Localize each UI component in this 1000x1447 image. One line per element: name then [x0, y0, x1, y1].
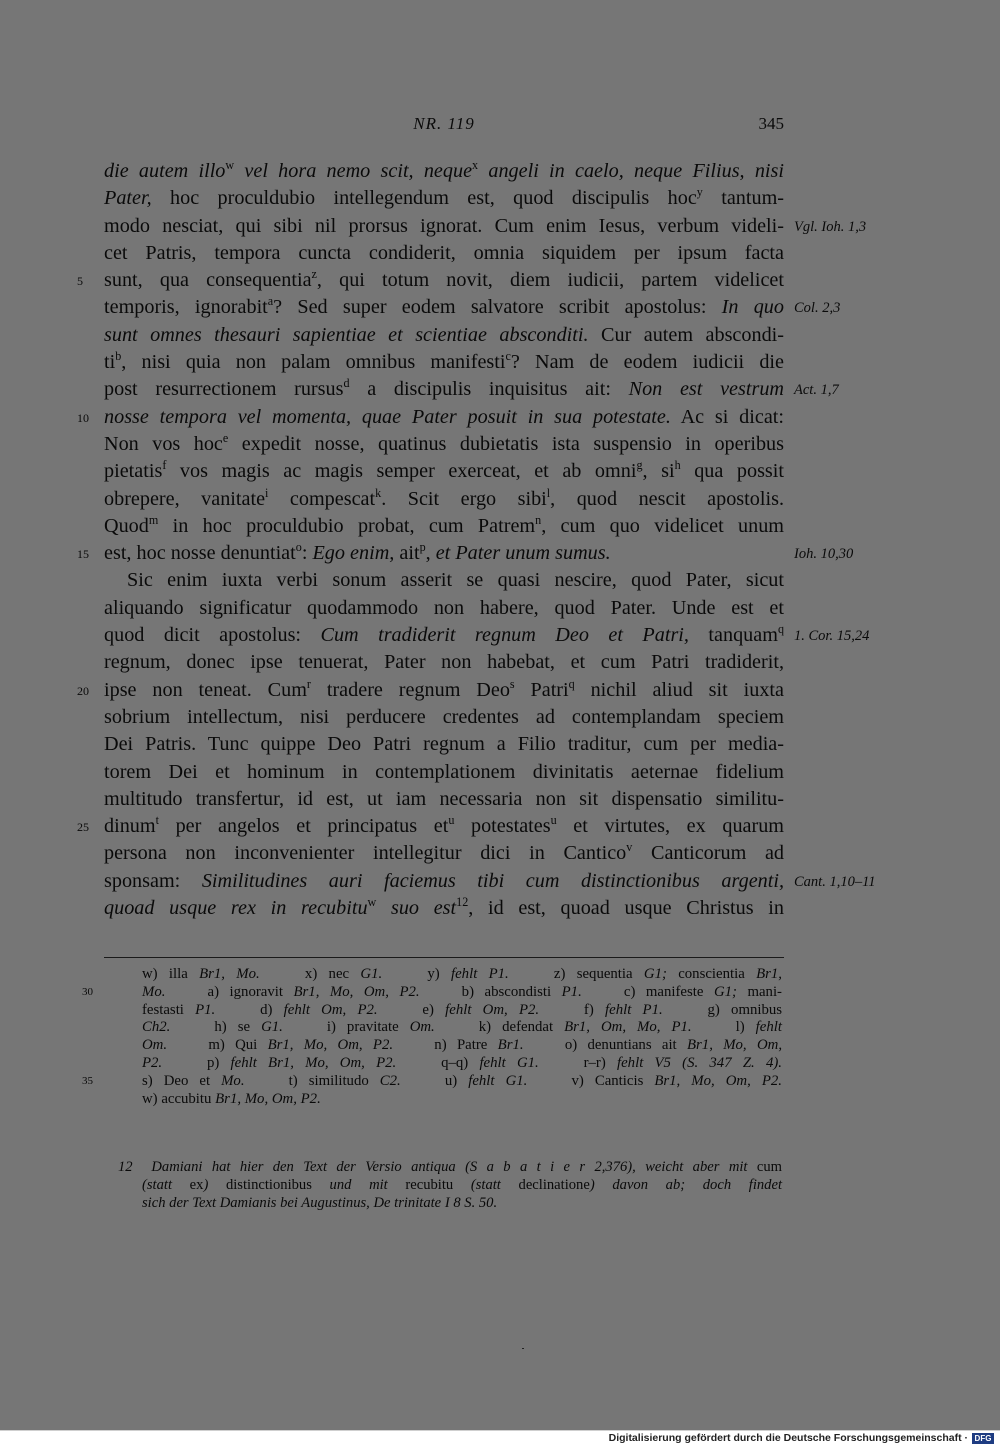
text-line — [104, 786, 784, 813]
apparatus-line: s) Deo et Mo. t) similitudo C2. u) fehlt G1. v) Canticis Br1, Mo, Om, P2. 35 — [82, 1072, 782, 1089]
text-line — [104, 895, 784, 922]
text-line-content: die autem illo$^w$ vel hora nemo scit, neque$^x$ angeli in caelo, neque Filius, nisi — [104, 158, 785, 182]
text-line-content: quoad usque rex in recubitu$^w$ suo est$^{12}$, id est, quoad usque Christus in — [104, 895, 784, 920]
text-line — [77, 404, 785, 431]
text-line-content: persona non inconvenienter intellegitur dici in Cantico$^v$ Canticorum ad — [104, 840, 784, 865]
apparatus-line: w) accubitu Br1, Mo, Om, P2. — [142, 1090, 321, 1107]
text-line-content: nosse tempora vel momenta, quae Pater posuit in sua potestate. Ac si dicat: — [104, 405, 785, 428]
margin-reference: Cant. 1,10–11 — [794, 873, 876, 890]
text-line — [104, 649, 784, 676]
text-line-content: torem Dei et hominum in contemplationem divinitatis aeternae fidelium — [104, 760, 784, 783]
text-line — [104, 704, 784, 731]
text-line — [104, 840, 784, 867]
margin-reference: Vgl. Ioh. 1,3 — [794, 218, 867, 235]
apparatus-line: w) illa Br1, Mo. x) nec G1. y) fehlt P1. z) sequentia G1; conscientia Br1, — [142, 966, 782, 982]
text-line-content: pietatis$^f$ vos magis ac magis semper exerceat, et ab omni$^g$, $si^h$ qua possit — [104, 458, 785, 483]
text-line — [104, 431, 784, 458]
commentary-line: 12 Damiani hat hier den Text der Versio antiqua (S a b a t i e r 2,376), weicht aber mit cum — [118, 1159, 782, 1175]
line-number: 5 — [77, 274, 83, 289]
line-number: 30 — [82, 985, 93, 998]
commentary-notes — [118, 1158, 782, 1212]
apparatus-line: Mo. a) ignoravit Br1, Mo, Om, P2. b) abscondisti P1. c) manifeste G1; mani- 30 — [82, 983, 782, 1000]
text-line-content: modo nesciat, qui sibi nil prorsus ignorat. Cum enim Iesus, verbum videli- — [104, 214, 784, 237]
apparatus-line: P2. p) fehlt Br1, Mo, Om, P2. q–q) fehlt G1. r–r) fehlt V5 (S. 347 Z. 4). — [142, 1054, 782, 1071]
text-line — [104, 513, 784, 540]
margin-reference: 1. Cor. 15,24 — [794, 628, 870, 645]
text-line-content: sunt omnes thesauri sapientiae et scientiae absconditi. Cur autem abscondi- — [104, 323, 784, 346]
text-line-content: ipse non teneat. Cum$^r$ tradere regnum Deo$^s$ Patri$^q$ nichil aliud sit iuxta — [104, 676, 784, 701]
page-number: 345 — [758, 114, 784, 133]
text-line-content: sunt, qua consequentia$^z$, qui totum novit, diem iudicii, partem videlicet — [104, 267, 784, 292]
footnote-rule — [104, 957, 784, 958]
text-line-content: quod dicit apostolus: Cum tradiderit regnum Deo et Patri, tanquam$^q$ — [104, 622, 784, 647]
text-line-content: dinum$^t$ per angelos et principatus $et^u$ potestates$^u$ et virtutes, ex quarum — [104, 813, 785, 838]
text-line-content: obrepere, vanitate$^i$ compescat$^k$. Scit ergo sibi$^l$, quod nescit apostolis. — [104, 485, 784, 510]
text-line — [104, 567, 784, 594]
text-line — [104, 622, 870, 649]
page-mark — [522, 1348, 524, 1349]
text-line — [104, 759, 784, 786]
text-line — [104, 294, 841, 321]
text-line-content: Pater, hoc proculdubio intellegendum est, quod discipulis hoc$^y$ tantum- — [104, 185, 784, 210]
margin-reference: Ioh. 10,30 — [794, 546, 854, 563]
main-text — [77, 158, 876, 922]
text-line-content: regnum, donec ipse tenuerat, Pater non habebat, et cum Patri tradiderit, — [104, 651, 784, 674]
apparatus-line: festasti P1. d) fehlt Om, P2. e) fehlt Om, P2. f) fehlt P1. g) omnibus — [142, 1001, 783, 1018]
text-line — [104, 868, 876, 895]
apparatus-line: Ch2. h) se G1. i) pravitate Om. k) defendat Br1, Om, Mo, P1. l) fehlt — [142, 1019, 782, 1036]
footer-bar — [0, 1430, 1000, 1447]
dfg-logo: DFG — [972, 1433, 994, 1444]
running-title: NR. 119 — [413, 114, 475, 133]
text-line — [77, 676, 784, 704]
text-line-content: Dei Patris. Tunc quippe Deo Patri regnum a Filio traditur, cum per media- — [104, 733, 784, 756]
footer-credit: Digitalisierung gefördert durch die Deutsche Forschungsgemeinschaft · — [608, 1432, 968, 1444]
page-header — [104, 114, 784, 138]
text-line — [104, 458, 784, 485]
line-number: 10 — [77, 410, 89, 425]
text-line — [77, 540, 854, 567]
text-line-content: cet Patris, tempora cuncta condiderit, omnia siquidem per ipsum facta — [104, 241, 784, 264]
text-line-content: aliquando significatur quodammodo non habere, quod Pater. Unde est et — [104, 596, 784, 619]
line-number: 35 — [82, 1074, 93, 1087]
text-line-content: multitudo transfertur, id est, ut iam necessaria non sit dispensatio similitu- — [104, 787, 784, 810]
text-line — [104, 349, 784, 376]
apparatus-line: Om. m) Qui Br1, Mo, Om, P2. n) Patre Br1. o) denuntians ait Br1, Mo, Om, — [142, 1037, 783, 1054]
margin-reference: Col. 2,3 — [794, 300, 841, 317]
text-line-content: Sic enim iuxta verbi sonum asserit se quasi nescire, quod Pater, sicut — [127, 569, 784, 592]
text-line — [104, 185, 784, 212]
text-line — [104, 322, 784, 349]
text-line-content: $ti^b$, nisi quia non palam omnibus manifesti$^c$? Nam de eodem iudicii die — [104, 349, 784, 374]
text-line-content: sponsam: Similitudines auri faciemus tibi cum distinctionibus argenti, — [104, 869, 785, 892]
line-number: 25 — [77, 820, 89, 835]
line-number: 20 — [77, 683, 89, 698]
text-line-content: post resurrectionem rursus$^d$ a discipulis inquisitus ait: Non est vestrum — [104, 376, 784, 401]
text-line-content: est, hoc nosse denuntiat$^o$: Ego enim, ait$^p$, et Pater unum sumus. — [104, 540, 611, 565]
text-line — [104, 213, 867, 240]
margin-reference: Act. 1,7 — [794, 382, 839, 399]
text-line-content: temporis, ignorabit$^a$? Sed super eodem salvatore scribit apostolus: In quo — [104, 294, 784, 319]
text-line-content: sobrium intellectum, nisi perducere credentes ad contemplandam speciem — [104, 705, 784, 728]
text-line — [104, 731, 784, 758]
text-line-content: Non vos hoc$^e$ expedit nosse, quatinus dubietatis ista suspensio in operibus — [104, 431, 784, 455]
critical-apparatus — [82, 966, 783, 1108]
commentary-line: sich der Text Damianis bei Augustinus, De trinitate I 8 S. 50. — [142, 1195, 498, 1211]
text-line — [104, 158, 784, 185]
text-line-content: Quod$^m$ in hoc proculdubio probat, cum Patrem$^n$, cum quo videlicet unum — [104, 512, 784, 537]
text-line — [104, 376, 839, 403]
text-line — [77, 813, 785, 840]
line-number: 15 — [77, 547, 89, 562]
text-line — [104, 486, 784, 513]
text-line — [77, 267, 784, 294]
commentary-line: (statt ex) distinctionibus und mit recubitu (statt declinatione) davon ab; doch findet — [142, 1177, 783, 1193]
text-line — [104, 240, 784, 267]
text-line — [104, 595, 784, 622]
